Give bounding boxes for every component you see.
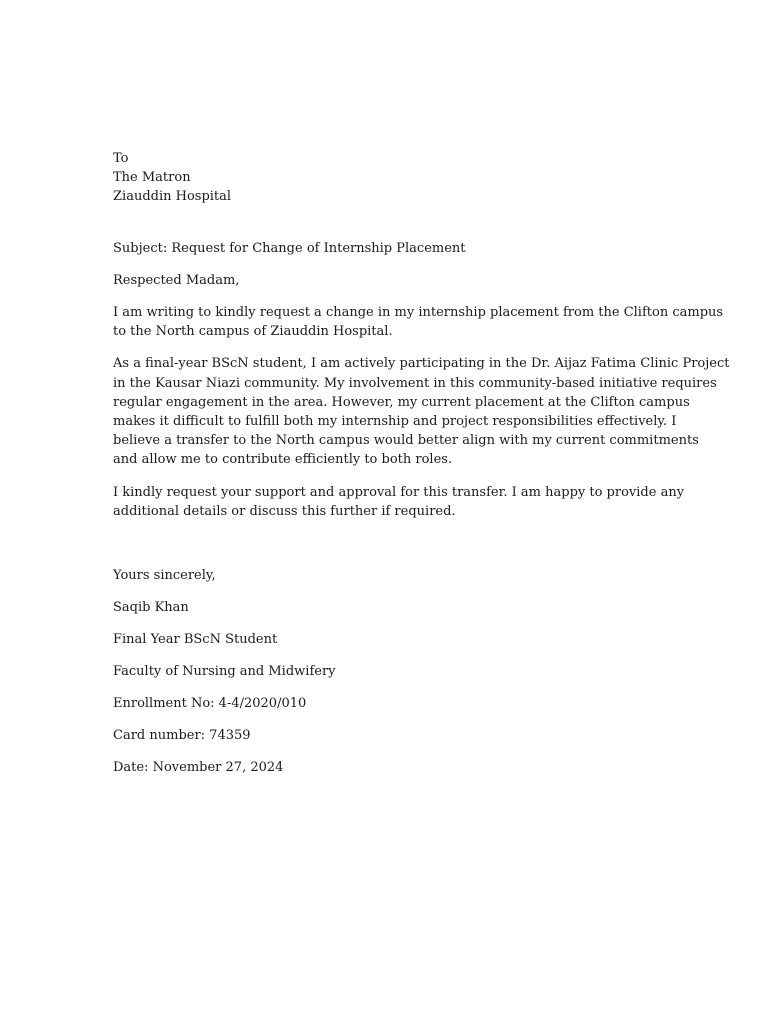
letter-body	[113, 149, 730, 790]
paragraph-line: in the Kausar Niazi community. My involvement in this community-based initiative requires	[113, 375, 717, 391]
body-paragraph-2	[113, 354, 730, 469]
paragraph-line: and allow me to contribute efficiently to both roles.	[113, 452, 453, 468]
card-number: Card number: 74359	[113, 728, 251, 744]
signer-name: Saqib Khan	[113, 600, 189, 616]
paragraph-line: to the North campus of Ziauddin Hospital.	[113, 324, 393, 340]
signer-title: Final Year BScN Student	[113, 632, 278, 648]
address-line: The Matron	[113, 170, 191, 186]
paragraph-line: makes it difficult to fulfill both my internship and project responsibilities effectively. I	[113, 414, 677, 430]
address-line: Ziauddin Hospital	[113, 189, 232, 205]
recipient-address	[113, 149, 673, 207]
letter-subject: Subject: Request for Change of Internship Placement	[113, 240, 466, 256]
letter-closing: Yours sincerely,	[113, 568, 216, 584]
body-paragraph-3	[113, 483, 685, 521]
enrollment-number: Enrollment No: 4-4/2020/010	[113, 696, 307, 712]
signer-faculty: Faculty of Nursing and Midwifery	[113, 664, 336, 680]
body-paragraph-1	[113, 303, 724, 341]
paragraph-line: As a final-year BScN student, I am actively participating in the Dr. Aijaz Fatima Clinic Project	[113, 356, 730, 372]
letter-salutation: Respected Madam,	[113, 272, 240, 288]
address-line: To	[113, 151, 129, 166]
paragraph-line: additional details or discuss this further if required.	[113, 503, 456, 519]
signature-block	[113, 566, 673, 777]
paragraph-line: regular engagement in the area. However, my current placement at the Clifton campus	[113, 394, 690, 410]
paragraph-line: I am writing to kindly request a change in my internship placement from the Clifton campus	[113, 305, 724, 321]
letter-date: Date: November 27, 2024	[113, 760, 284, 776]
paragraph-line: I kindly request your support and approval for this transfer. I am happy to provide any	[113, 484, 685, 500]
paragraph-line: believe a transfer to the North campus would better align with my current commitments	[113, 433, 699, 449]
